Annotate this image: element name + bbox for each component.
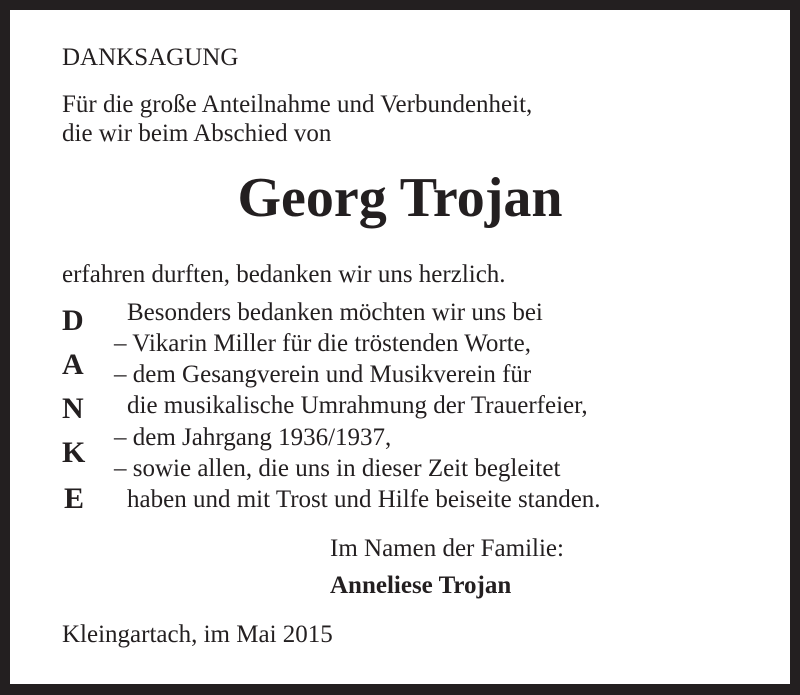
signature-name: Anneliese Trojan bbox=[330, 572, 512, 599]
intro-line-2: die wir beim Abschied von bbox=[62, 120, 332, 147]
intro-line-1: Für die große Anteilnahme und Verbundenheit, bbox=[62, 91, 533, 118]
danke-letter-e: E bbox=[64, 482, 85, 515]
heading: DANKSAGUNG bbox=[62, 44, 239, 71]
danke-letter-d: D bbox=[62, 304, 84, 337]
deceased-name: Georg Trojan bbox=[237, 167, 563, 229]
thanks-line: – dem Jahrgang 1936/1937, bbox=[114, 424, 392, 451]
thanks-line: – sowie allen, die uns in dieser Zeit begleitet bbox=[114, 455, 561, 482]
danke-letter-n: N bbox=[62, 392, 84, 425]
thanks-line: Besonders bedanken möchten wir uns bei bbox=[127, 299, 543, 326]
thanks-line: haben und mit Trost und Hilfe beiseite standen. bbox=[127, 486, 601, 513]
obituary-notice bbox=[10, 10, 790, 684]
danke-letter-a: A bbox=[62, 348, 84, 381]
thanks-line: – dem Gesangverein und Musikverein für bbox=[114, 361, 532, 388]
signature-intro: Im Namen der Familie: bbox=[330, 535, 564, 562]
thanks-line: – Vikarin Miller für die tröstenden Worte, bbox=[114, 330, 531, 357]
danke-letter-k: K bbox=[62, 436, 86, 469]
after-name-text: erfahren durften, bedanken wir uns herzlich. bbox=[62, 261, 506, 288]
thanks-line: die musikalische Umrahmung der Trauerfeier, bbox=[127, 392, 588, 419]
place-date: Kleingartach, im Mai 2015 bbox=[62, 621, 333, 648]
